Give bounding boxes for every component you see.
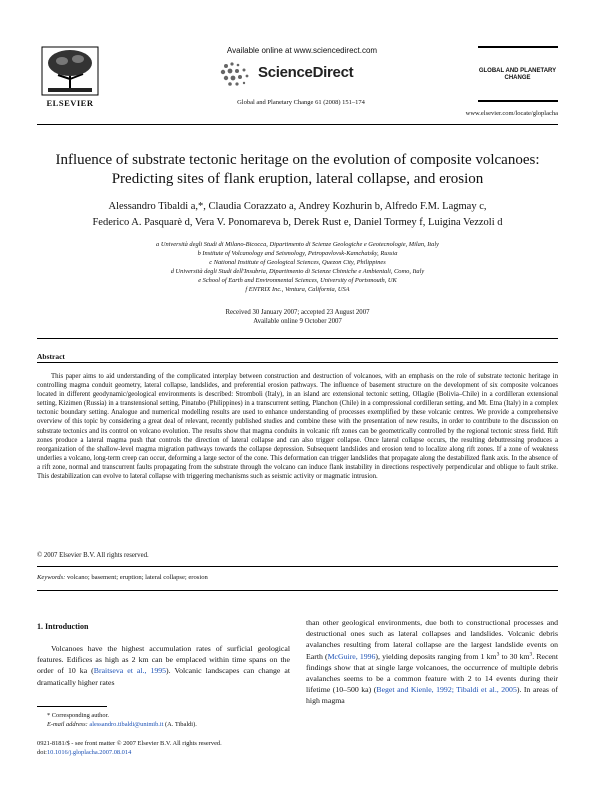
- intro-text: ). In areas of high magma: [306, 685, 558, 706]
- affiliation-f: f ENTRIX Inc., Ventura, California, USA: [245, 286, 350, 293]
- abstract-divider: [37, 590, 558, 591]
- abstract-heading: Abstract: [37, 352, 65, 361]
- doi-label: doi:: [37, 749, 47, 756]
- article-title: Influence of substrate tectonic heritage on the evolution of composite volcanoes: Predicting sites of flank eruption, lateral collapse, and erosion: [55, 152, 540, 187]
- authors-line-1: Alessandro Tibaldi a,*, Claudia Corazzato a, Andrey Kozhurin b, Alfredo F.M. Lagmay c,: [108, 201, 487, 212]
- journal-title: GLOBAL AND PLANETARY CHANGE: [478, 68, 557, 81]
- keywords-list: volcano; basement; eruption; lateral collapse; erosion: [66, 574, 208, 581]
- affiliation-d: d Università degli Studi dell'Insubria, Dipartimento di Scienze Chimiche e Ambientali, Como, Italy: [170, 268, 425, 275]
- title-divider: [37, 338, 558, 339]
- ref-braitseva[interactable]: Braitseva et al., 1995: [93, 666, 167, 676]
- abstract-body: This paper aims to aid understanding of the complicated interplay between construction and destruction of volcanoes, with an emphasis on the role of substrate tectonic heritage in controlling magma conduit geometry, lateral collapse, landslides, and preferential erosion pathways. The influence of basement structure on the development of six composite volcanoes located in different geodynamic/geological environments is described: Stromboli (Italy), in an island arc extensional tectonic setting, Ollagüe (Bolivia–Chile) in a cordilleran extensional setting, Kizimen (Russia) in a transtensional setting, Pinatubo (Philippines) in a transcurrent setting, Planchon (Chile) in a compressional cordilleran setting, and Mt. Etna (Italy) in a complex tectonic boundary setting. Analogue and numerical modelling results are used to enhance understanding of processes exemplified by these volcanic centres. We provide a comprehensive overview of this topic by considering a great deal of relevant, recently published studies and combine these with the presentation of new results, in order to contribute to the discussion on substrate tectonics and its control on volcano evolution. The results show that magma conduits in volcanic rift zones can be geometrically controlled by the regional tectonic stress field. Rift zones produce a lateral magma push that controls the direction of lateral collapse and can also trigger collapse. Once lateral collapse occurs, the resulting debuttressing produces a reorganization of the shallow-level magma migration pathways towards the collapse depression. Subsequent landslides and erosion tend to localize along rift zones. If a zone of weakness underlies a volcano, long-term creep can occur, deforming a large sector of the cone. This deformation can trigger landslides that propagate along the destabilized flank axis. In the absence of a rift zone, normal and transcurrent faults propagating from the substrate through the volcano can induce flank instability in directions respectively perpendicular and oblique to fault strike. This destabilization can evolve to lateral collapse with triggering mechanisms such as seismic activity or magmatic intrusion.: [37, 373, 558, 481]
- intro-text: to 30 km: [499, 651, 530, 661]
- footnote-rule: [37, 706, 107, 707]
- superscript-3: 3: [529, 651, 533, 658]
- journal-url[interactable]: www.elsevier.com/locate/gloplacha: [465, 110, 558, 117]
- superscript-3: 3: [496, 651, 500, 658]
- publisher-name: ELSEVIER: [46, 98, 94, 108]
- intro-text: ). Volcanic landscapes can change at dramatically higher rates: [37, 666, 290, 687]
- journal-citation: Global and Planetary Change 61 (2008) 151–174: [237, 99, 365, 106]
- affiliation-c: c National Institute of Geological Sciences, Quezon City, Philippines: [209, 259, 386, 266]
- issn-block: [37, 739, 290, 757]
- affiliation-e: e School of Earth and Environmental Sciences, University of Portsmouth, UK: [198, 277, 397, 284]
- email-label: E-mail address:: [47, 721, 88, 728]
- intro-text: than other geological environments, due both to constructional processes and destructional ones such as lateral collapses and landslides. Volcanic debris avalanches resulting from lateral collapse are the largest landslide events on Earth (: [306, 618, 558, 661]
- ref-beget-tibaldi[interactable]: Beget and Kienle, 1992; Tibaldi et al., 2005: [376, 685, 517, 695]
- doi-line: [37, 748, 290, 757]
- keywords: [37, 574, 208, 581]
- affiliation-b: b Institute of Volcanology and Seismology, Petropavlovsk-Kamchatsky, Russia: [197, 250, 398, 257]
- issn-line: 0921-8181/$ - see front matter © 2007 Elsevier B.V. All rights reserved.: [37, 740, 222, 747]
- keywords-rule: [37, 566, 558, 567]
- footnote: [37, 711, 290, 729]
- sciencedirect-logo-icon: [218, 60, 258, 88]
- email-owner: (A. Tibaldi).: [165, 721, 197, 728]
- journal-rule-top: [478, 46, 558, 48]
- keywords-label: Keywords:: [37, 574, 66, 581]
- email-link[interactable]: alessandro.tibaldi@unimib.it: [89, 721, 164, 728]
- abstract-copyright: © 2007 Elsevier B.V. All rights reserved.: [37, 552, 149, 559]
- elsevier-tree-icon: [40, 45, 100, 97]
- doi-link[interactable]: 10.1016/j.gloplacha.2007.08.014: [46, 749, 132, 756]
- author-list: [40, 199, 555, 231]
- abstract-rule: [37, 362, 558, 363]
- affiliations: [60, 240, 535, 294]
- sciencedirect-wordmark: ScienceDirect: [258, 64, 354, 81]
- intro-text: . Recent findings show that at single large volcanoes, the occurrence of multiple debris avalanches seems to be a common feature with 2 to 14 events during their lifetime (10–500 ka) (: [306, 651, 558, 695]
- intro-column-1: [37, 643, 290, 688]
- email-line: [37, 720, 290, 729]
- authors-line-2: Federico A. Pasquarè d, Vera V. Ponomareva b, Derek Rust e, Daniel Tormey f, Luigina Vezzoli d: [92, 217, 503, 228]
- article-dates: [60, 308, 535, 326]
- online-date: Available online 9 October 2007: [253, 318, 342, 325]
- corresponding-author: * Corresponding author.: [47, 712, 109, 719]
- available-online-text: Available online at www.sciencedirect.com: [226, 46, 378, 55]
- received-date: Received 30 January 2007; accepted 23 August 2007: [225, 309, 370, 316]
- intro-text: ), yielding deposits ranging from 1 km: [375, 651, 497, 661]
- section-heading-introduction: 1. Introduction: [37, 622, 89, 631]
- intro-text: Volcanoes have the highest accumulation rates of surficial geological features. Edifices as high as 2 km can be emplaced within time spans on the order of 10 ka (: [37, 644, 290, 676]
- ref-mcguire[interactable]: McGuire, 1996: [327, 651, 376, 661]
- journal-rule-bottom: [478, 100, 558, 102]
- header-divider: [37, 124, 558, 125]
- intro-column-2: [306, 617, 558, 707]
- affiliation-a: a Università degli Studi di Milano-Bicocca, Dipartimento di Scienze Geologiche e Geotecnologie, Milan, Italy: [156, 241, 439, 248]
